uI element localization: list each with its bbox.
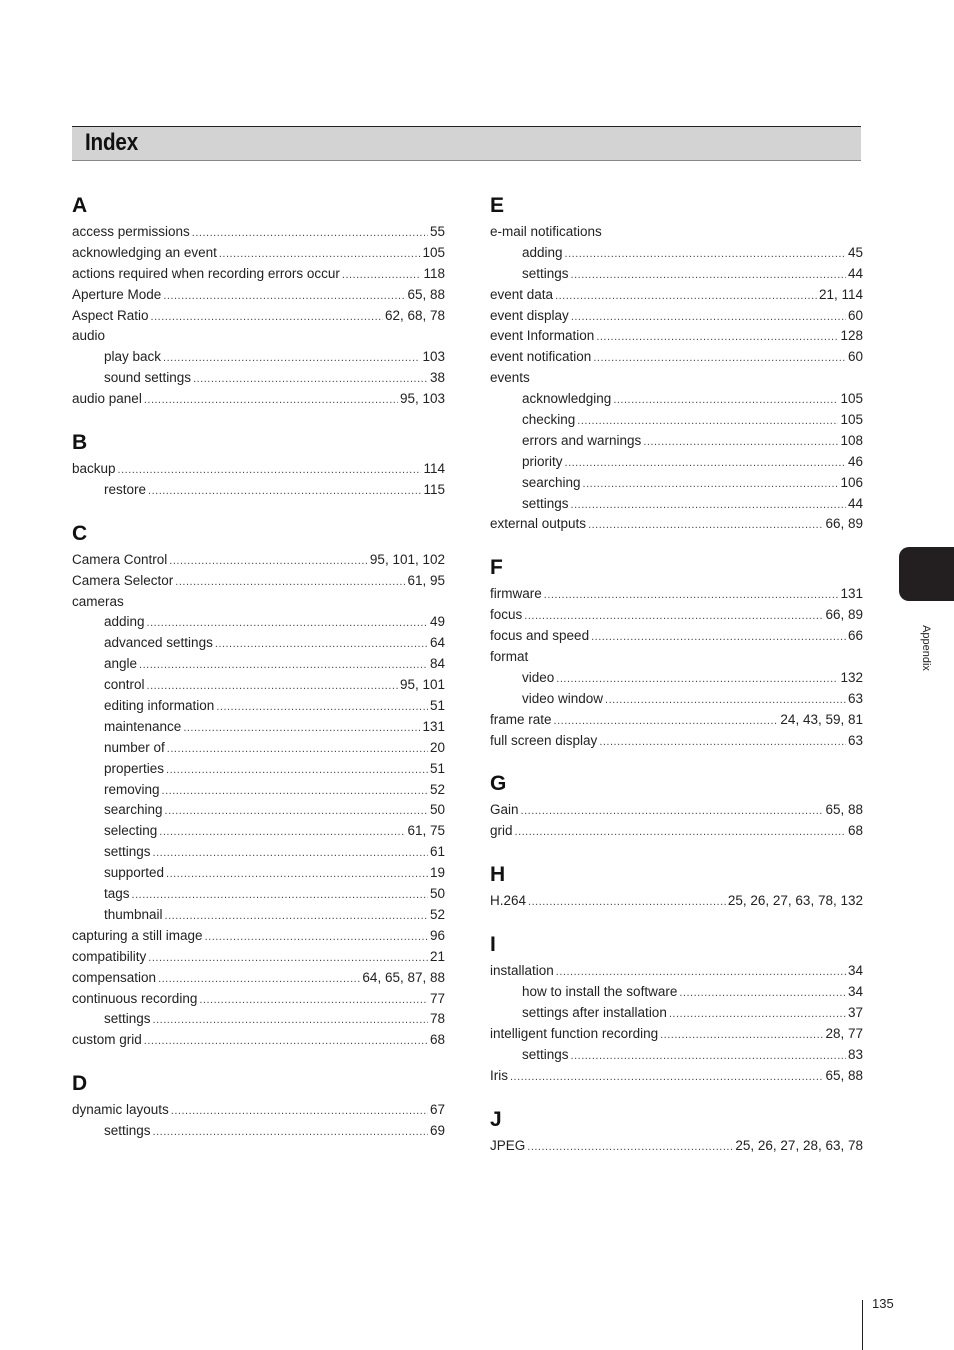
entry-pages: 77: [429, 990, 445, 1006]
index-section-f: [490, 555, 863, 751]
index-column-left: [72, 193, 445, 1142]
index-entry: [490, 605, 863, 626]
index-subentry: [72, 821, 445, 842]
entry-pages: 50: [429, 886, 445, 902]
entry-term: format: [490, 649, 529, 665]
index-entry: [72, 285, 445, 306]
entry-pages: 61: [429, 844, 445, 860]
index-subentry: [72, 884, 445, 905]
index-entry: [490, 821, 863, 842]
dot-leader: [599, 732, 846, 753]
dot-leader: [148, 948, 428, 969]
dot-leader: [556, 962, 846, 983]
entry-pages: 108: [840, 432, 863, 448]
entry-pages: 21, 114: [818, 286, 863, 302]
entry-term: searching: [522, 474, 581, 490]
index-subentry: [72, 1121, 445, 1142]
index-section-i: [490, 932, 863, 1086]
dot-leader: [166, 864, 428, 885]
entry-term: events: [490, 370, 530, 386]
index-entry: [72, 222, 445, 243]
index-entry: [72, 989, 445, 1010]
entry-pages: 44: [847, 265, 863, 281]
entry-pages: 131: [422, 718, 445, 734]
index-section-h: [490, 862, 863, 912]
index-entry: [490, 1066, 863, 1087]
index-subentry: [72, 347, 445, 368]
entry-pages: 69: [429, 1123, 445, 1139]
entry-pages: 52: [429, 781, 445, 797]
index-subentry: [490, 982, 863, 1003]
entry-pages: 38: [429, 370, 445, 386]
entry-pages: 61, 75: [407, 823, 445, 839]
index-subentry: [490, 1045, 863, 1066]
dot-leader: [565, 244, 846, 265]
entry-pages: 25, 26, 27, 28, 63, 78: [735, 1137, 863, 1153]
index-subentry: [490, 431, 863, 452]
entry-term: play back: [104, 349, 162, 365]
dot-leader: [162, 781, 428, 802]
index-entry: [490, 731, 863, 752]
dot-leader: [163, 286, 405, 307]
entry-term: thumbnail: [104, 906, 163, 922]
entry-pages: 114: [423, 461, 445, 477]
index-subentry: [72, 759, 445, 780]
entry-pages: 95, 101: [399, 677, 445, 693]
entry-pages: 68: [847, 823, 863, 839]
entry-term: selecting: [104, 823, 158, 839]
dot-leader: [118, 460, 422, 481]
entry-pages: 67: [429, 1102, 445, 1118]
entry-term: acknowledging: [522, 391, 612, 407]
entry-pages: 128: [840, 328, 863, 344]
dot-leader: [144, 390, 398, 411]
entry-term: settings: [104, 1011, 151, 1027]
index-entry: [490, 326, 863, 347]
entry-term: event notification: [490, 349, 592, 365]
entry-term: Camera Control: [72, 551, 168, 567]
entry-term: event data: [490, 286, 554, 302]
index-subentry: [72, 696, 445, 717]
dot-leader: [605, 690, 846, 711]
entry-term: number of: [104, 739, 165, 755]
entry-term: priority: [522, 453, 563, 469]
index-section-d: [72, 1071, 445, 1142]
index-column-right: [490, 193, 863, 1156]
entry-pages: 51: [429, 760, 445, 776]
entry-term: supported: [104, 865, 165, 881]
index-entry: [72, 264, 445, 285]
entry-pages: 66, 89: [825, 516, 863, 532]
entry-pages: 65, 88: [407, 286, 445, 302]
entry-pages: 25, 26, 27, 63, 78, 132: [727, 893, 863, 909]
entry-term: capturing a still image: [72, 927, 203, 943]
entry-term: H.264: [490, 893, 527, 909]
section-letter: B: [72, 431, 88, 455]
index-subentry: [490, 243, 863, 264]
dot-leader: [166, 760, 428, 781]
dot-leader: [521, 801, 824, 822]
dot-leader: [132, 885, 428, 906]
dot-leader: [192, 223, 428, 244]
entry-term: video: [522, 669, 555, 685]
entry-term: properties: [104, 760, 165, 776]
entry-term: sound settings: [104, 370, 192, 386]
index-entry: [490, 1136, 863, 1157]
dot-leader: [555, 286, 817, 307]
entry-term: Gain: [490, 802, 519, 818]
entry-term: settings: [522, 495, 569, 511]
index-entry: [490, 584, 863, 605]
entry-pages: 96: [429, 927, 445, 943]
entry-term: compatibility: [72, 948, 147, 964]
entry-pages: 44: [847, 495, 863, 511]
dot-leader: [588, 515, 823, 536]
entry-term: actions required when recording errors occur: [72, 265, 340, 281]
dot-leader: [571, 495, 846, 516]
index-subentry: [72, 675, 445, 696]
entry-pages: 63: [847, 732, 863, 748]
index-entry: [72, 326, 445, 347]
entry-term: event Information: [490, 328, 595, 344]
entry-pages: 34: [847, 963, 863, 979]
dot-leader: [153, 1122, 428, 1143]
entry-pages: 50: [429, 802, 445, 818]
index-subentry: [72, 633, 445, 654]
entry-term: errors and warnings: [522, 432, 642, 448]
entry-pages: 131: [840, 586, 863, 602]
dot-leader: [153, 843, 428, 864]
entry-term: maintenance: [104, 718, 182, 734]
dot-leader: [147, 676, 398, 697]
section-letter: H: [490, 863, 506, 887]
entry-term: e-mail notifications: [490, 224, 602, 239]
entry-pages: 34: [847, 984, 863, 1000]
dot-leader: [175, 572, 405, 593]
dot-leader: [583, 474, 839, 495]
entry-pages: 46: [847, 453, 863, 469]
entry-term: custom grid: [72, 1032, 142, 1048]
page-title: Index: [85, 129, 139, 156]
entry-pages: 66, 89: [825, 607, 863, 623]
index-entry: [490, 710, 863, 731]
index-subentry: [490, 1003, 863, 1024]
entry-term: Aspect Ratio: [72, 307, 149, 323]
dot-leader: [593, 348, 846, 369]
entry-pages: 65, 88: [825, 1067, 863, 1083]
entry-term: angle: [104, 656, 138, 672]
entry-pages: 61, 95: [407, 572, 445, 588]
index-subentry: [72, 800, 445, 821]
dot-leader: [669, 1004, 846, 1025]
index-subentry: [72, 612, 445, 633]
index-subentry: [72, 780, 445, 801]
dot-leader: [165, 906, 428, 927]
entry-term: settings: [522, 265, 569, 281]
entry-term: adding: [104, 614, 145, 630]
index-entry: [72, 306, 445, 327]
index-entry: [72, 571, 445, 592]
entry-pages: 49: [429, 614, 445, 630]
entry-term: restore: [104, 481, 147, 497]
entry-pages: 45: [847, 244, 863, 260]
dot-leader: [613, 390, 838, 411]
index-subentry: [72, 368, 445, 389]
entry-pages: 78: [429, 1011, 445, 1027]
index-entry: [490, 891, 863, 912]
entry-pages: 51: [429, 698, 445, 714]
index-entry: [72, 459, 445, 480]
section-letter: A: [72, 194, 88, 217]
dot-leader: [153, 1010, 428, 1031]
entry-term: audio: [72, 328, 106, 344]
dot-leader: [171, 1101, 428, 1122]
dot-leader: [544, 585, 839, 606]
index-entry: [490, 626, 863, 647]
index-section-b: [72, 430, 445, 501]
entry-term: settings: [104, 844, 151, 860]
entry-pages: 64, 65, 87, 88: [362, 969, 445, 985]
page-number-rule: [862, 1300, 863, 1350]
index-subentry: [72, 905, 445, 926]
dot-leader: [151, 307, 383, 328]
entry-pages: 103: [422, 349, 445, 365]
index-subentry: [490, 473, 863, 494]
entry-pages: 66: [847, 628, 863, 644]
index-section-j: [490, 1107, 863, 1157]
index-entry: [490, 1024, 863, 1045]
entry-pages: 60: [847, 349, 863, 365]
index-entry: [490, 306, 863, 327]
entry-pages: 55: [429, 224, 445, 239]
dot-leader: [571, 307, 846, 328]
entry-term: grid: [490, 823, 513, 839]
dot-leader: [527, 1137, 733, 1158]
entry-term: compensation: [72, 969, 157, 985]
dot-leader: [510, 1067, 823, 1088]
page-number: 135: [872, 1296, 894, 1311]
entry-term: full screen display: [490, 732, 598, 748]
dot-leader: [556, 669, 838, 690]
dot-leader: [515, 822, 846, 843]
dot-leader: [158, 969, 360, 990]
entry-term: removing: [104, 781, 160, 797]
entry-term: focus and speed: [490, 628, 590, 644]
entry-pages: 28, 77: [825, 1025, 863, 1041]
dot-leader: [660, 1025, 823, 1046]
entry-term: event display: [490, 307, 569, 323]
dot-leader: [554, 711, 779, 732]
entry-term: access permissions: [72, 224, 190, 239]
entry-term: adding: [522, 244, 563, 260]
dot-leader: [165, 801, 428, 822]
appendix-label: Appendix: [920, 625, 932, 671]
dot-leader: [565, 453, 846, 474]
entry-term: intelligent function recording: [490, 1025, 659, 1041]
dot-leader: [167, 739, 428, 760]
entry-term: JPEG: [490, 1137, 526, 1153]
section-letter: I: [490, 933, 496, 957]
section-letter: C: [72, 521, 88, 545]
entry-pages: 105: [840, 391, 863, 407]
section-letter: J: [490, 1107, 502, 1131]
entry-pages: 132: [840, 669, 863, 685]
index-entry: [490, 222, 863, 243]
dot-leader: [205, 927, 428, 948]
entry-term: dynamic layouts: [72, 1102, 169, 1118]
index-subentry: [490, 389, 863, 410]
index-subentry: [72, 1009, 445, 1030]
index-subentry: [490, 264, 863, 285]
dot-leader: [591, 627, 846, 648]
dot-leader: [571, 265, 846, 286]
entry-pages: 115: [423, 481, 445, 497]
index-subentry: [72, 738, 445, 759]
dot-leader: [577, 411, 838, 432]
index-subentry: [490, 689, 863, 710]
entry-term: searching: [104, 802, 163, 818]
index-entry: [72, 592, 445, 613]
section-letter: F: [490, 556, 503, 580]
dot-leader: [148, 481, 421, 502]
dot-leader: [679, 983, 846, 1004]
index-entry: [72, 968, 445, 989]
entry-term: settings after installation: [522, 1004, 667, 1020]
entry-term: video window: [522, 690, 604, 706]
entry-term: firmware: [490, 586, 542, 602]
dot-leader: [169, 551, 368, 572]
index-subentry: [490, 410, 863, 431]
entry-pages: 21: [429, 948, 445, 964]
entry-term: focus: [490, 607, 523, 623]
entry-term: Aperture Mode: [72, 286, 162, 302]
entry-pages: 62, 68, 78: [384, 307, 445, 323]
appendix-tab: [899, 547, 954, 601]
dot-leader: [183, 718, 420, 739]
entry-pages: 105: [840, 412, 863, 428]
index-subentry: [490, 668, 863, 689]
dot-leader: [163, 348, 420, 369]
entry-term: checking: [522, 412, 576, 428]
index-entry: [72, 926, 445, 947]
entry-term: settings: [522, 1046, 569, 1062]
section-letter: D: [72, 1072, 88, 1096]
dot-leader: [199, 990, 428, 1011]
entry-pages: 24, 43, 59, 81: [780, 711, 863, 727]
entry-term: acknowledging an event: [72, 244, 217, 260]
index-entry: [490, 285, 863, 306]
entry-term: how to install the software: [522, 984, 678, 1000]
entry-pages: 84: [429, 656, 445, 672]
entry-term: cameras: [72, 593, 124, 609]
index-entry: [490, 961, 863, 982]
index-subentry: [490, 494, 863, 515]
dot-leader: [215, 634, 428, 655]
section-letter: E: [490, 194, 505, 217]
index-entry: [490, 800, 863, 821]
entry-term: external outputs: [490, 516, 587, 532]
index-entry: [72, 947, 445, 968]
dot-leader: [596, 327, 838, 348]
index-entry: [72, 1100, 445, 1121]
entry-pages: 105: [422, 244, 445, 260]
dot-leader: [528, 892, 726, 913]
dot-leader: [144, 1031, 428, 1052]
index-section-g: [490, 771, 863, 842]
entry-pages: 19: [429, 865, 445, 881]
index-subentry: [72, 717, 445, 738]
index-entry: [490, 647, 863, 668]
index-entry: [72, 550, 445, 571]
index-entry: [490, 514, 863, 535]
entry-pages: 37: [847, 1004, 863, 1020]
entry-term: frame rate: [490, 711, 552, 727]
dot-leader: [139, 655, 428, 676]
entry-term: Camera Selector: [72, 572, 174, 588]
entry-pages: 60: [847, 307, 863, 323]
section-letter: G: [490, 772, 507, 796]
entry-term: tags: [104, 886, 130, 902]
index-subentry: [72, 480, 445, 501]
index-entry: [490, 347, 863, 368]
dot-leader: [571, 1046, 846, 1067]
index-entry: [72, 1030, 445, 1051]
entry-pages: 52: [429, 906, 445, 922]
index-entry: [72, 243, 445, 264]
entry-term: control: [104, 677, 145, 693]
entry-pages: 106: [840, 474, 863, 490]
entry-term: installation: [490, 963, 554, 979]
dot-leader: [342, 265, 422, 286]
index-subentry: [490, 452, 863, 473]
entry-term: continuous recording: [72, 990, 198, 1006]
index-subentry: [72, 863, 445, 884]
entry-pages: 118: [423, 265, 445, 281]
entry-term: settings: [104, 1123, 151, 1139]
dot-leader: [643, 432, 838, 453]
dot-leader: [216, 697, 428, 718]
dot-leader: [159, 822, 405, 843]
entry-term: audio panel: [72, 391, 142, 407]
entry-term: editing information: [104, 698, 215, 714]
index-entry: [490, 368, 863, 389]
entry-term: Iris: [490, 1067, 508, 1083]
dot-leader: [147, 613, 428, 634]
dot-leader: [524, 606, 823, 627]
entry-pages: 95, 101, 102: [369, 551, 445, 567]
dot-leader: [219, 244, 421, 265]
entry-pages: 95, 103: [399, 391, 445, 407]
index-section-a: [72, 193, 445, 410]
index-section-c: [72, 521, 445, 1051]
entry-term: backup: [72, 461, 116, 477]
entry-pages: 68: [429, 1032, 445, 1048]
entry-pages: 83: [847, 1046, 863, 1062]
index-section-e: [490, 193, 863, 535]
entry-pages: 64: [429, 635, 445, 651]
entry-term: advanced settings: [104, 635, 213, 651]
index-subentry: [72, 842, 445, 863]
entry-pages: 63: [847, 690, 863, 706]
index-subentry: [72, 654, 445, 675]
entry-pages: 65, 88: [825, 802, 863, 818]
index-entry: [72, 389, 445, 410]
dot-leader: [193, 369, 428, 390]
entry-pages: 20: [429, 739, 445, 755]
index-title-bar: [72, 126, 861, 161]
